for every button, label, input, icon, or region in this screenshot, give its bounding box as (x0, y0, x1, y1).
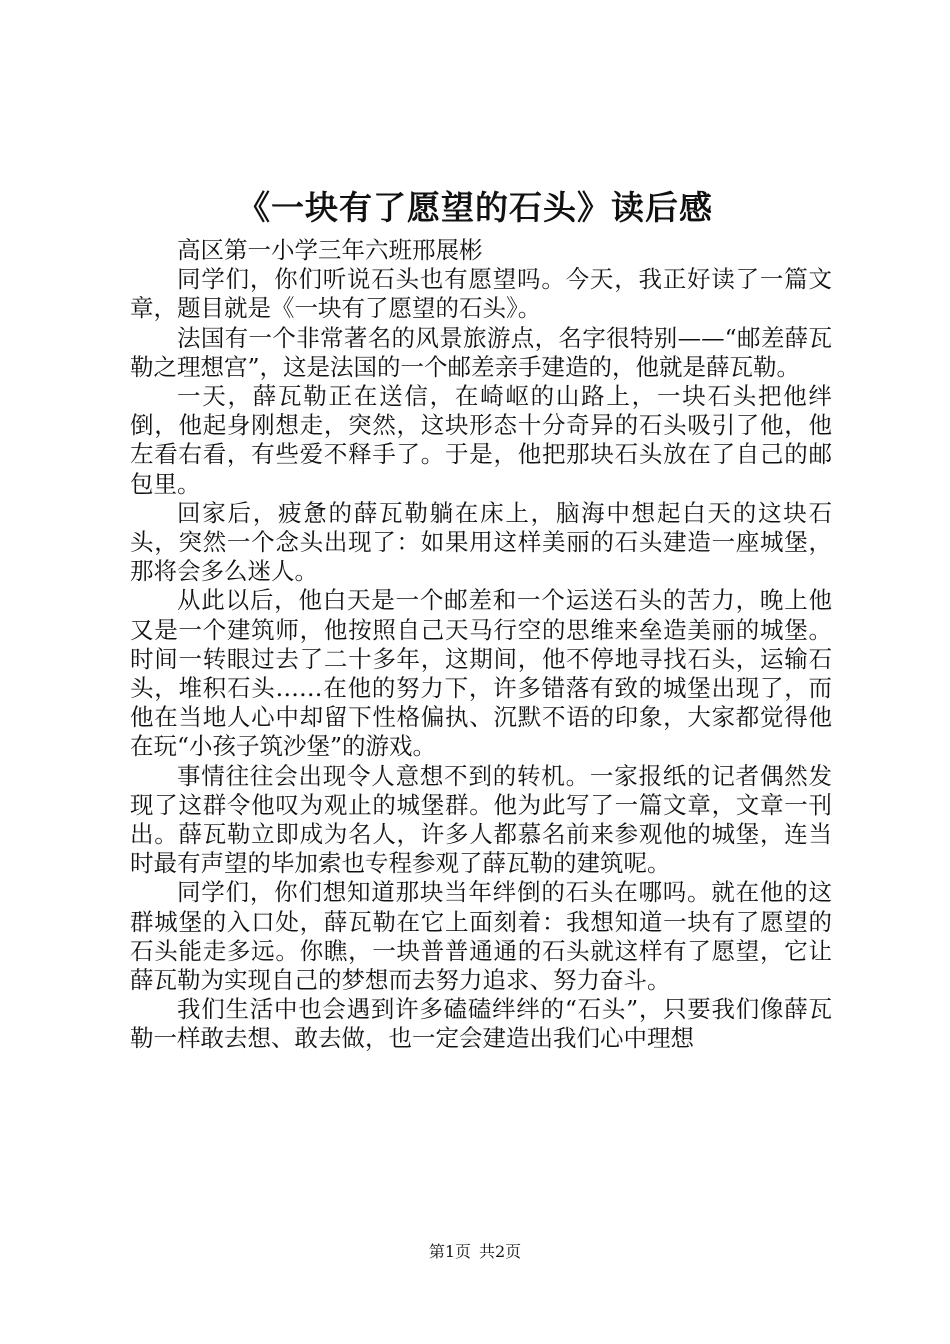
paragraph: 我们生活中也会遇到许多磕磕绊绊的“石头”，只要我们像薛瓦勒一样敢去想、敢去做，也一定会建造出我们心中理想 (130, 995, 832, 1053)
paragraph: 一天，薛瓦勒正在送信，在崎岖的山路上，一块石头把他绊倒，他起身刚想走，突然，这块形态十分奇异的石头吸引了他，他左看右看，有些爱不释手了。于是，他把那块石头放在了自己的邮包里。 (130, 382, 832, 498)
page-total: 共2页 (479, 1242, 522, 1261)
paragraph: 同学们，你们听说石头也有愿望吗。今天，我正好读了一篇文章，题目就是《一块有了愿望的石头》。 (130, 265, 832, 323)
paragraph: 事情往往会出现令人意想不到的转机。一家报纸的记者偶然发现了这群令他叹为观止的城堡群。他为此写了一篇文章，文章一刊出。薛瓦勒立即成为名人，许多人都慕名前来参观他的城堡，连当时最有声望的毕加索也专程参观了薛瓦勒的建筑呢。 (130, 761, 832, 878)
author-line: 高区第一小学三年六班邢展彬 (177, 236, 483, 264)
document-title: 《一块有了愿望的石头》读后感 (237, 188, 713, 227)
page-footer (0, 1241, 950, 1263)
document-body (130, 236, 832, 1054)
paragraph: 从此以后，他白天是一个邮差和一个运送石头的苦力，晚上他又是一个建筑师，他按照自己天马行空的思维来垒造美丽的城堡。时间一转眼过去了二十多年，这期间，他不停地寻找石头，运输石头，堆积石头……在他的努力下，许多错落有致的城堡出现了，而他在当地人心中却留下性格偏执、沉默不语的印象，大家都觉得他在玩“小孩子筑沙堡”的游戏。 (130, 586, 832, 761)
paragraph: 同学们，你们想知道那块当年绊倒的石头在哪吗。就在他的这群城堡的入口处，薛瓦勒在它上面刻着：我想知道一块有了愿望的石头能走多远。你瞧，一块普普通通的石头就这样有了愿望，它让薛瓦勒为实现自己的梦想而去努力追求、努力奋斗。 (130, 878, 832, 995)
paragraph: 回家后，疲惫的薛瓦勒躺在床上，脑海中想起白天的这块石头，突然一个念头出现了：如果用这样美丽的石头建造一座城堡，那将会多么迷人。 (130, 498, 832, 586)
paragraph: 法国有一个非常著名的风景旅游点，名字很特别——“邮差薛瓦勒之理想宫”，这是法国的一个邮差亲手建造的，他就是薛瓦勒。 (130, 323, 832, 381)
page-number: 第1页 (428, 1242, 471, 1261)
